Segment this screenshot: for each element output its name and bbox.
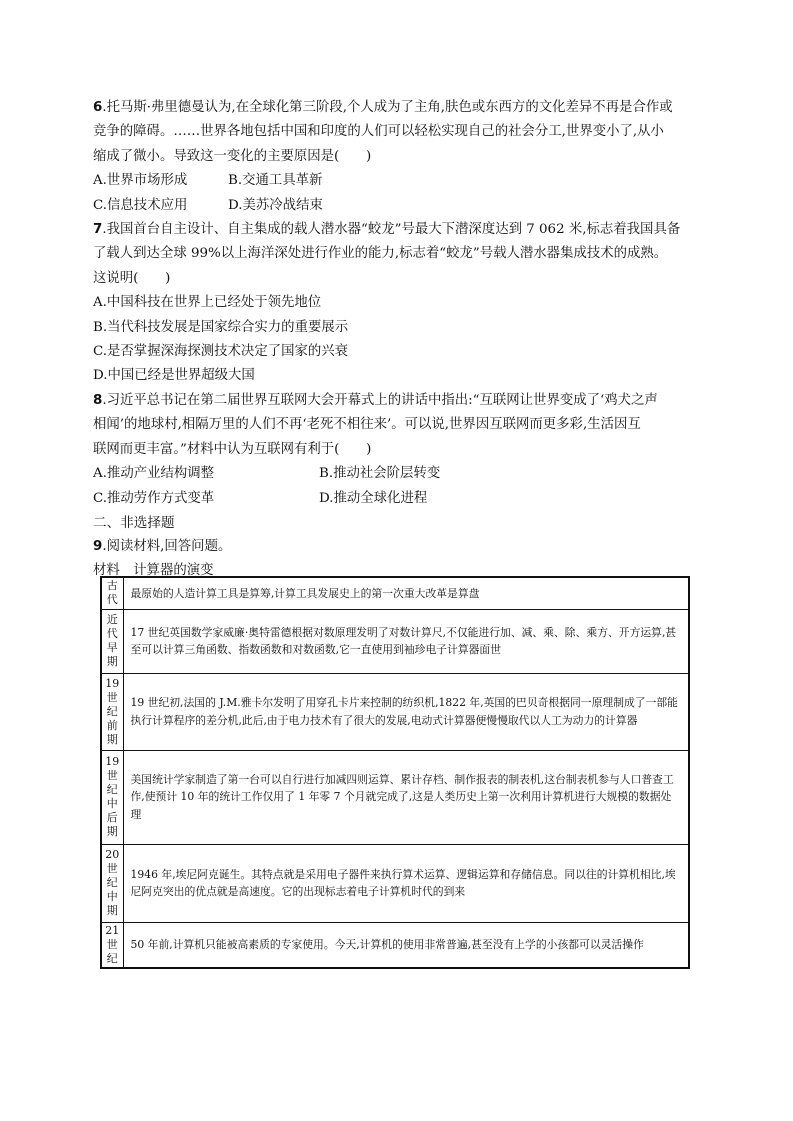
question-7-stem-line-3: 这说明( ) (93, 270, 171, 286)
question-6-stem-line-1: 6.托马斯·弗里德曼认为,在全球化第三阶段,个人成为了主角,肤色或东西方的文化差异不再是合作或 (93, 100, 673, 115)
question-7-number: 7 (93, 222, 103, 238)
question-8 (93, 389, 699, 511)
option-d[interactable]: D.中国已经是世界超级大国 (93, 368, 255, 384)
question-7 (93, 218, 699, 389)
question-8-stem-line-3: 联网而更丰富。”材料中认为互联网有利于( ) (93, 441, 372, 457)
question-8-stem-line-2: 相闻’的地球村,相隔万里的人们不再‘老死不相往来’。可以说,世界因互联网而更多彩,生活因互 (93, 417, 641, 433)
era-cell: 19世纪中后期 (101, 750, 123, 844)
question-9-stem: 9.阅读材料,回答问题。 (93, 538, 232, 554)
table-row (101, 750, 689, 844)
table-row (101, 609, 689, 673)
question-8-number: 8 (93, 392, 103, 408)
option-d[interactable]: D.推动全球化进程 (319, 490, 428, 506)
table-row (101, 673, 689, 750)
material-caption: 材料 计算器的演变 (93, 563, 214, 579)
table-row (101, 577, 689, 609)
question-7-stem-line-2: 了载人到达全球 99%以上海洋深处进行作业的能力,标志着“蛟龙”号载人潜水器集成技术的成熟。 (93, 246, 668, 262)
era-cell: 近代早期 (101, 609, 123, 673)
question-6-number: 6 (93, 100, 103, 115)
question-7-stem-line-1: 7.我国首台自主设计、自主集成的载人潜水器“蛟龙”号最大下潜深度达到 7 062 米,标志着我国具备 (93, 222, 681, 238)
question-8-options-row-2 (93, 487, 699, 511)
description-cell: 美国统计学家制造了第一台可以自行进行加减四则运算、累计存档、制作报表的制表机,这台制表机参与人口普查工作,使预计 10 年的统计工作仅用了 1 年零 7 个月就完成了,这是人类历史上第一次利用计算机进行大规模的数据处理 (123, 750, 689, 844)
option-d[interactable]: D.美苏冷战结束 (228, 197, 323, 213)
option-b[interactable]: B.推动社会阶层转变 (319, 466, 441, 482)
description-cell: 1946 年,埃尼阿克诞生。其特点就是采用电子器件来执行算术运算、逻辑运算和存储信息。同以往的计算机相比,埃尼阿克突出的优点就是高速度。它的出现标志着电子计算机时代的到来 (123, 844, 689, 922)
question-9 (93, 535, 699, 581)
description-cell: 17 世纪英国数学家威廉·奥特雷德根据对数原理发明了对数计算尺,不仅能进行加、减、乘、除、乘方、开方运算,甚至可以计算三角函数、指数函数和对数函数,它一直使用到袖珍电子计算器面世 (123, 609, 689, 673)
option-a[interactable]: A.推动产业结构调整 (93, 466, 215, 482)
question-6-stem-line-2: 竞争的障碍。……世界各地包括中国和印度的人们可以轻松实现自己的社会分工,世界变小了,从小 (93, 124, 664, 140)
question-8-options-row-1 (93, 462, 699, 486)
era-cell: 20世纪中期 (101, 844, 123, 922)
section-title: 二、非选择题 (93, 514, 175, 531)
option-a[interactable]: A.世界市场形成 (93, 173, 188, 189)
description-cell: 19 世纪初,法国的 J.M.雅卡尔发明了用穿孔卡片来控制的纺织机,1822 年,英国的巴贝奇根据同一原理制成了一部能执行计算程序的差分机,此后,由于电力技术有了很大的发展,电动式计算器便慢慢取代以人工为动力的计算器 (123, 673, 689, 750)
option-b[interactable]: B.交通工具革新 (228, 173, 323, 189)
era-cell: 21世纪 (101, 922, 123, 968)
option-c[interactable]: C.是否掌握深海探测技术决定了国家的兴衰 (93, 344, 349, 360)
description-cell: 50 年前,计算机只能被高素质的专家使用。今天,计算机的使用非常普遍,甚至没有上学的小孩都可以灵活操作 (123, 922, 689, 968)
exam-page (93, 96, 699, 581)
question-6-options-row-1 (93, 169, 699, 193)
question-9-number: 9 (93, 538, 103, 554)
table-row (101, 922, 689, 968)
question-8-stem-line-1: 8.习近平总书记在第二届世界互联网大会开幕式上的讲话中指出:“互联网让世界变成了‘鸡犬之声 (93, 392, 658, 408)
question-6-options-row-2 (93, 194, 699, 218)
question-6-stem-line-3: 缩成了微小。导致这一变化的主要原因是( ) (93, 148, 372, 164)
option-b[interactable]: B.当代科技发展是国家综合实力的重要展示 (93, 319, 349, 335)
option-c[interactable]: C.推动劳作方式变革 (93, 490, 215, 506)
era-cell: 19世纪前期 (101, 673, 123, 750)
table-row (101, 844, 689, 922)
option-c[interactable]: C.信息技术应用 (93, 197, 188, 213)
question-6 (93, 96, 699, 218)
era-cell: 古代 (101, 577, 123, 609)
description-cell: 最原始的人造计算工具是算筹,计算工具发展史上的第一次重大改革是算盘 (123, 577, 689, 609)
calculator-evolution-table (100, 576, 690, 969)
option-a[interactable]: A.中国科技在世界上已经处于领先地位 (93, 295, 322, 311)
